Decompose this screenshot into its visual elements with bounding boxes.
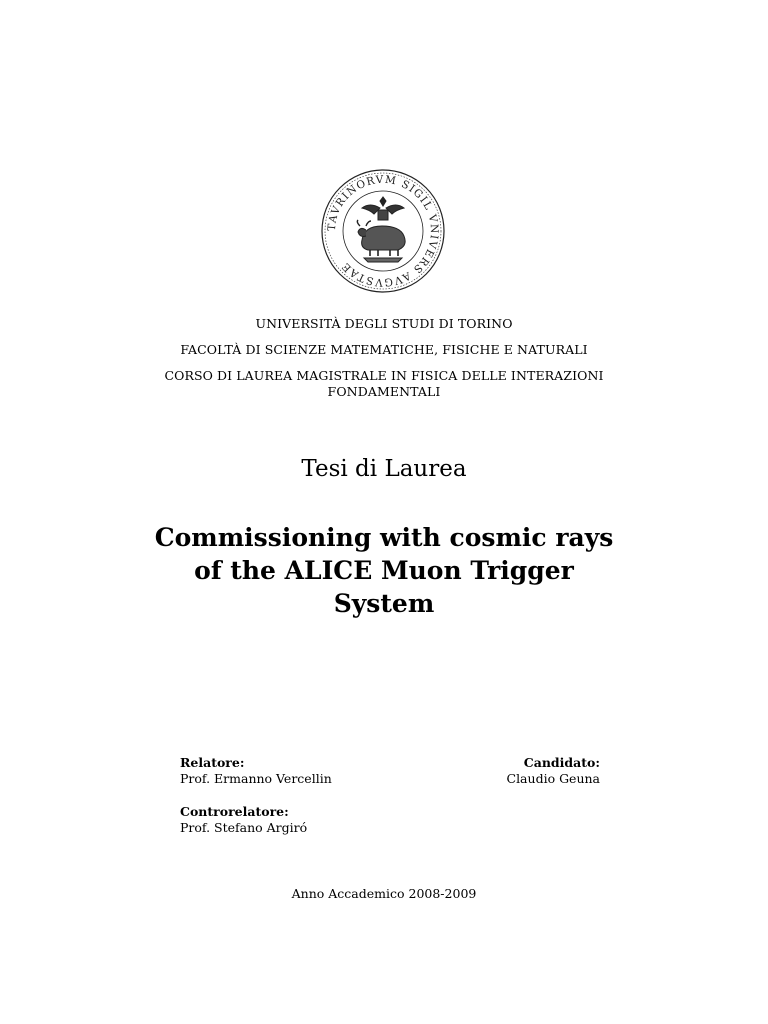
- thesis-title: [0, 521, 768, 620]
- thesis-title-line2: of the ALICE Muon Trigger: [194, 556, 574, 585]
- relatore-name: Prof. Ermanno Vercellin: [180, 771, 332, 786]
- seal-inscription: TAVRINORVM SIGIL VNIVERS AVGVSTAE: [325, 173, 441, 289]
- university-seal: [320, 168, 446, 294]
- thesis-type: Tesi di Laurea: [301, 456, 467, 482]
- faculty-name: FACOLTÀ DI SCIENZE MATEMATICHE, FISICHE E NATURALI: [180, 342, 588, 357]
- course-name-line2: FONDAMENTALI: [327, 384, 441, 399]
- course-name-line1: CORSO DI LAUREA MAGISTRALE IN FISICA DELLE INTERAZIONI: [164, 368, 604, 383]
- candidato-label: Candidato:: [523, 755, 600, 770]
- controrelatore-block: [180, 804, 307, 836]
- controrelatore-label: Controrelatore:: [180, 804, 289, 819]
- academic-year: Anno Accademico 2008-2009: [291, 886, 477, 901]
- controrelatore-name: Prof. Stefano Argiró: [180, 820, 308, 835]
- thesis-title-line1: Commissioning with cosmic rays: [154, 523, 614, 552]
- relatore-block: [180, 755, 332, 787]
- thesis-title-line3: System: [333, 589, 435, 618]
- candidato-name: Claudio Geuna: [506, 771, 600, 786]
- relatore-label: Relatore:: [180, 755, 245, 770]
- candidato-block: [507, 755, 601, 787]
- seal-emblem-icon: [357, 197, 405, 262]
- university-name: UNIVERSITÀ DEGLI STUDI DI TORINO: [255, 316, 513, 331]
